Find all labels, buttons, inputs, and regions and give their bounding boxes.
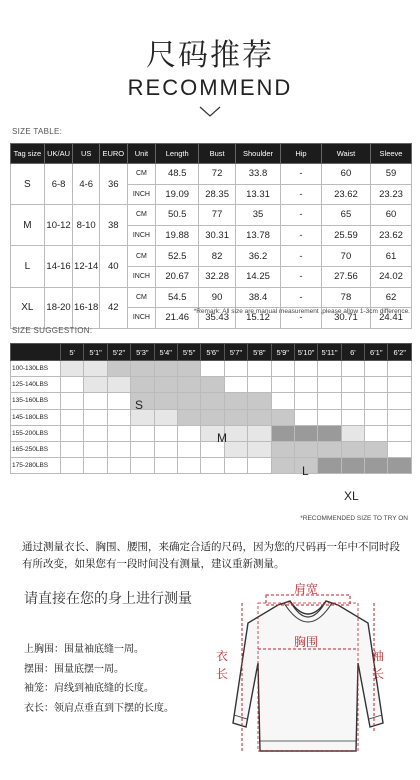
tag-cell: S: [11, 164, 45, 205]
height-header: 5'7": [224, 344, 247, 361]
page-title-cn: 尺码推荐: [146, 38, 274, 73]
unit-cell: CM: [127, 205, 156, 226]
recommended-note: *RECOMMENDED SIZE TO TRY ON: [300, 515, 408, 522]
grid-cell: [365, 425, 388, 441]
shoulder-cell: 14.25: [236, 266, 281, 287]
size-mark-s: S: [135, 398, 144, 412]
weight-row: [11, 458, 412, 474]
height-header: 5'8": [248, 344, 271, 361]
grid-cell: [177, 441, 200, 457]
size-mark-m: M: [217, 431, 227, 445]
grid-cell: [388, 458, 412, 474]
us-cell: 12-14: [73, 246, 100, 287]
waist-cell: 27.56: [321, 266, 370, 287]
bust-cell: 90: [199, 287, 236, 308]
grid-cell: [388, 393, 412, 409]
col-hip: Hip: [281, 144, 322, 164]
length-cell: 21.46: [156, 308, 199, 329]
grid-cell: [248, 458, 271, 474]
grid-cell: [294, 425, 317, 441]
unit-cell: INCH: [127, 225, 156, 246]
waist-cell: 65: [321, 205, 370, 226]
def-term: 衣长：: [24, 703, 54, 714]
grid-cell: [224, 393, 247, 409]
euro-cell: 40: [99, 246, 127, 287]
grid-cell: [177, 409, 200, 425]
sleeve-cell: 59: [371, 164, 412, 185]
grid-cell: [84, 425, 107, 441]
grid-cell: [61, 393, 84, 409]
def-term: 上胸围：: [24, 644, 64, 655]
weight-row: [11, 441, 412, 457]
grid-cell: [365, 361, 388, 377]
grid-cell: [248, 377, 271, 393]
length-cell: 19.09: [156, 184, 199, 205]
grid-cell: [388, 361, 412, 377]
size-mark-l: L: [302, 464, 309, 478]
height-header-row: [11, 344, 412, 361]
shoulder-cell: 13.78: [236, 225, 281, 246]
grid-cell: [177, 425, 200, 441]
grid-cell: [107, 393, 130, 409]
def-term: 摆围：: [24, 664, 54, 675]
def-desc: 围量袖底缝一周。: [64, 644, 144, 655]
size-table-header: [11, 144, 412, 164]
grid-cell: [248, 393, 271, 409]
col-sleeve: Sleeve: [371, 144, 412, 164]
sleeve-cell: 61: [371, 246, 412, 267]
grid-cell: [107, 441, 130, 457]
grid-cell: [154, 377, 177, 393]
weight-label: 145-180LBS: [11, 409, 61, 425]
size-table: [10, 143, 412, 329]
hip-cell: -: [281, 164, 322, 185]
grid-cell: [341, 377, 364, 393]
height-header: 5'6": [201, 344, 224, 361]
grid-cell: [84, 409, 107, 425]
length-cell: 54.5: [156, 287, 199, 308]
weight-row: [11, 409, 412, 425]
grid-cell: [131, 377, 154, 393]
grid-cell: [177, 393, 200, 409]
grid-cell: [201, 361, 224, 377]
uk-cell: 14-16: [44, 246, 73, 287]
grid-cell: [365, 441, 388, 457]
unit-cell: INCH: [127, 266, 156, 287]
grid-cell: [61, 441, 84, 457]
bust-cell: 28.35: [199, 184, 236, 205]
length-cell: 20.67: [156, 266, 199, 287]
height-header: 5'3": [131, 344, 154, 361]
col-length: Length: [156, 144, 199, 164]
sleeve-cell: 60: [371, 205, 412, 226]
shoulder-cell: 35: [236, 205, 281, 226]
sweater-diagram: [218, 583, 398, 763]
size-mark-xl: XL: [344, 489, 359, 503]
grid-cell: [365, 458, 388, 474]
grid-cell: [224, 441, 247, 457]
corner-cell: [11, 344, 61, 361]
grid-cell: [224, 458, 247, 474]
euro-cell: 42: [99, 287, 127, 328]
hip-cell: -: [281, 308, 322, 329]
height-header: 5'2": [107, 344, 130, 361]
grid-cell: [318, 393, 341, 409]
grid-cell: [224, 409, 247, 425]
label-sleeve: 袖长: [372, 649, 385, 681]
weight-row: [11, 377, 412, 393]
grid-cell: [154, 425, 177, 441]
size-row: [11, 164, 412, 185]
size-table-label: SIZE TABLE:: [12, 127, 63, 136]
grid-cell: [318, 441, 341, 457]
grid-cell: [107, 458, 130, 474]
grid-cell: [271, 441, 294, 457]
shoulder-cell: 36.2: [236, 246, 281, 267]
euro-cell: 38: [99, 205, 127, 246]
size-row: [11, 205, 412, 226]
weight-label: 135-160LBS: [11, 393, 61, 409]
waist-cell: 78: [321, 287, 370, 308]
bust-cell: 77: [199, 205, 236, 226]
def-length: [24, 699, 174, 714]
grid-cell: [84, 441, 107, 457]
waist-cell: 23.62: [321, 184, 370, 205]
uk-cell: 6-8: [44, 164, 73, 205]
col-tag-size: Tag size: [11, 144, 45, 164]
grid-cell: [294, 441, 317, 457]
weight-row: [11, 425, 412, 441]
grid-cell: [365, 377, 388, 393]
sweater-outline-icon: [218, 583, 398, 763]
grid-cell: [388, 425, 412, 441]
grid-cell: [154, 441, 177, 457]
grid-cell: [84, 393, 107, 409]
grid-cell: [341, 425, 364, 441]
def-desc: 肩线到袖底缝的长度。: [54, 683, 154, 694]
grid-cell: [201, 393, 224, 409]
length-cell: 50.5: [156, 205, 199, 226]
tag-cell: M: [11, 205, 45, 246]
col-unit: Unit: [127, 144, 156, 164]
size-suggestion-label: SIZE SUGGESTION:: [12, 326, 93, 335]
grid-cell: [365, 393, 388, 409]
sleeve-cell: 24.02: [371, 266, 412, 287]
bust-cell: 32.28: [199, 266, 236, 287]
unit-cell: CM: [127, 246, 156, 267]
label-chest: 胸围: [294, 635, 319, 649]
grid-cell: [388, 377, 412, 393]
grid-cell: [318, 425, 341, 441]
bust-cell: 30.31: [199, 225, 236, 246]
grid-cell: [341, 441, 364, 457]
weight-label: 165-250LBS: [11, 441, 61, 457]
grid-cell: [224, 377, 247, 393]
grid-cell: [248, 425, 271, 441]
weight-label: 155-200LBS: [11, 425, 61, 441]
height-header: 5'1": [84, 344, 107, 361]
grid-cell: [318, 458, 341, 474]
height-header: 5'9": [271, 344, 294, 361]
uk-cell: 18-20: [44, 287, 73, 328]
grid-cell: [224, 425, 247, 441]
grid-cell: [248, 361, 271, 377]
size-row: [11, 287, 412, 308]
us-cell: 8-10: [73, 205, 100, 246]
uk-cell: 10-12: [44, 205, 73, 246]
col-uk: UK/AU: [44, 144, 73, 164]
waist-cell: 25.59: [321, 225, 370, 246]
grid-cell: [341, 409, 364, 425]
height-header: 5'5": [177, 344, 200, 361]
shoulder-cell: 13.31: [236, 184, 281, 205]
grid-cell: [154, 409, 177, 425]
us-cell: 16-18: [73, 287, 100, 328]
height-header: 5'11": [318, 344, 341, 361]
label-length: 衣长: [216, 649, 229, 681]
grid-cell: [131, 458, 154, 474]
measure-heading: 请直接在您的身上进行测量: [24, 591, 192, 607]
hip-cell: -: [281, 184, 322, 205]
grid-cell: [294, 393, 317, 409]
hip-cell: -: [281, 225, 322, 246]
unit-cell: INCH: [127, 308, 156, 329]
def-armhole: [24, 679, 154, 694]
grid-cell: [107, 409, 130, 425]
grid-cell: [341, 393, 364, 409]
def-desc: 领肩点垂直到下摆的长度。: [54, 703, 174, 714]
unit-cell: CM: [127, 164, 156, 185]
label-shoulder: 肩宽: [294, 582, 319, 596]
unit-cell: CM: [127, 287, 156, 308]
sleeve-cell: 62: [371, 287, 412, 308]
grid-cell: [61, 377, 84, 393]
hip-cell: -: [281, 246, 322, 267]
grid-cell: [61, 425, 84, 441]
size-remark: *Remark: All size are manual measurement ,please allow 1-3cm difference.: [193, 308, 410, 315]
waist-cell: 30.71: [321, 308, 370, 329]
weight-label: 125-140LBS: [11, 377, 61, 393]
sleeve-cell: 23.23: [371, 184, 412, 205]
sleeve-cell: 24.41: [371, 308, 412, 329]
measure-paragraph: 通过测量衣长、胸围、腰围，来确定合适的尺码，因为您的尺码再一年中不同时段有所改变，如果您有一段时间没有测量，建议重新测量。: [22, 541, 400, 570]
grid-cell: [271, 425, 294, 441]
grid-cell: [388, 441, 412, 457]
grid-cell: [177, 377, 200, 393]
weight-label: 100-130LBS: [11, 361, 61, 377]
bust-cell: 82: [199, 246, 236, 267]
us-cell: 4-6: [73, 164, 100, 205]
grid-cell: [177, 458, 200, 474]
grid-cell: [294, 377, 317, 393]
sleeve-cell: 23.62: [371, 225, 412, 246]
grid-cell: [154, 458, 177, 474]
bust-cell: 35.43: [199, 308, 236, 329]
tag-cell: L: [11, 246, 45, 287]
col-euro: EURO: [99, 144, 127, 164]
col-shoulder: Shoulder: [236, 144, 281, 164]
grid-cell: [154, 393, 177, 409]
waist-cell: 70: [321, 246, 370, 267]
grid-cell: [271, 409, 294, 425]
col-waist: Waist: [321, 144, 370, 164]
grid-cell: [318, 361, 341, 377]
grid-cell: [131, 425, 154, 441]
height-header: 5': [61, 344, 84, 361]
def-term: 袖笼：: [24, 683, 54, 694]
grid-cell: [84, 377, 107, 393]
grid-cell: [61, 361, 84, 377]
grid-cell: [107, 377, 130, 393]
hip-cell: -: [281, 287, 322, 308]
grid-cell: [271, 361, 294, 377]
grid-cell: [318, 409, 341, 425]
grid-cell: [61, 409, 84, 425]
grid-cell: [84, 458, 107, 474]
grid-cell: [341, 458, 364, 474]
weight-row: [11, 361, 412, 377]
weight-label: 175-280LBS: [11, 458, 61, 474]
grid-cell: [177, 361, 200, 377]
grid-cell: [201, 377, 224, 393]
grid-cell: [84, 361, 107, 377]
shoulder-cell: 15.12: [236, 308, 281, 329]
height-header: 5'10": [294, 344, 317, 361]
shoulder-cell: 33.8: [236, 164, 281, 185]
grid-cell: [271, 393, 294, 409]
grid-cell: [388, 409, 412, 425]
col-us: US: [73, 144, 100, 164]
tag-cell: XL: [11, 287, 45, 328]
grid-cell: [365, 409, 388, 425]
euro-cell: 36: [99, 164, 127, 205]
grid-cell: [107, 361, 130, 377]
def-desc: 围量底摆一周。: [54, 664, 124, 675]
col-bust: Bust: [199, 144, 236, 164]
waist-cell: 60: [321, 164, 370, 185]
height-header: 6': [341, 344, 364, 361]
length-cell: 19.88: [156, 225, 199, 246]
grid-cell: [201, 458, 224, 474]
grid-cell: [271, 458, 294, 474]
shoulder-cell: 38.4: [236, 287, 281, 308]
grid-cell: [294, 361, 317, 377]
hip-cell: -: [281, 205, 322, 226]
length-cell: 48.5: [156, 164, 199, 185]
grid-cell: [107, 425, 130, 441]
def-hem: [24, 660, 124, 675]
grid-cell: [248, 441, 271, 457]
size-suggestion-grid: [10, 343, 412, 474]
bust-cell: 72: [199, 164, 236, 185]
grid-cell: [201, 409, 224, 425]
grid-cell: [61, 458, 84, 474]
hip-cell: -: [281, 266, 322, 287]
length-cell: 52.5: [156, 246, 199, 267]
grid-cell: [248, 409, 271, 425]
height-header: 5'4": [154, 344, 177, 361]
weight-row: [11, 393, 412, 409]
grid-cell: [224, 361, 247, 377]
grid-cell: [294, 409, 317, 425]
grid-cell: [154, 361, 177, 377]
chevron-down-icon: [199, 106, 221, 118]
grid-cell: [271, 377, 294, 393]
size-row: [11, 246, 412, 267]
grid-cell: [318, 377, 341, 393]
height-header: 6'2": [388, 344, 412, 361]
grid-cell: [341, 361, 364, 377]
height-header: 6'1": [365, 344, 388, 361]
page-title-en: RECOMMEND: [127, 75, 293, 100]
grid-cell: [131, 441, 154, 457]
grid-cell: [131, 361, 154, 377]
unit-cell: INCH: [127, 184, 156, 205]
def-upper-chest: [24, 640, 144, 655]
